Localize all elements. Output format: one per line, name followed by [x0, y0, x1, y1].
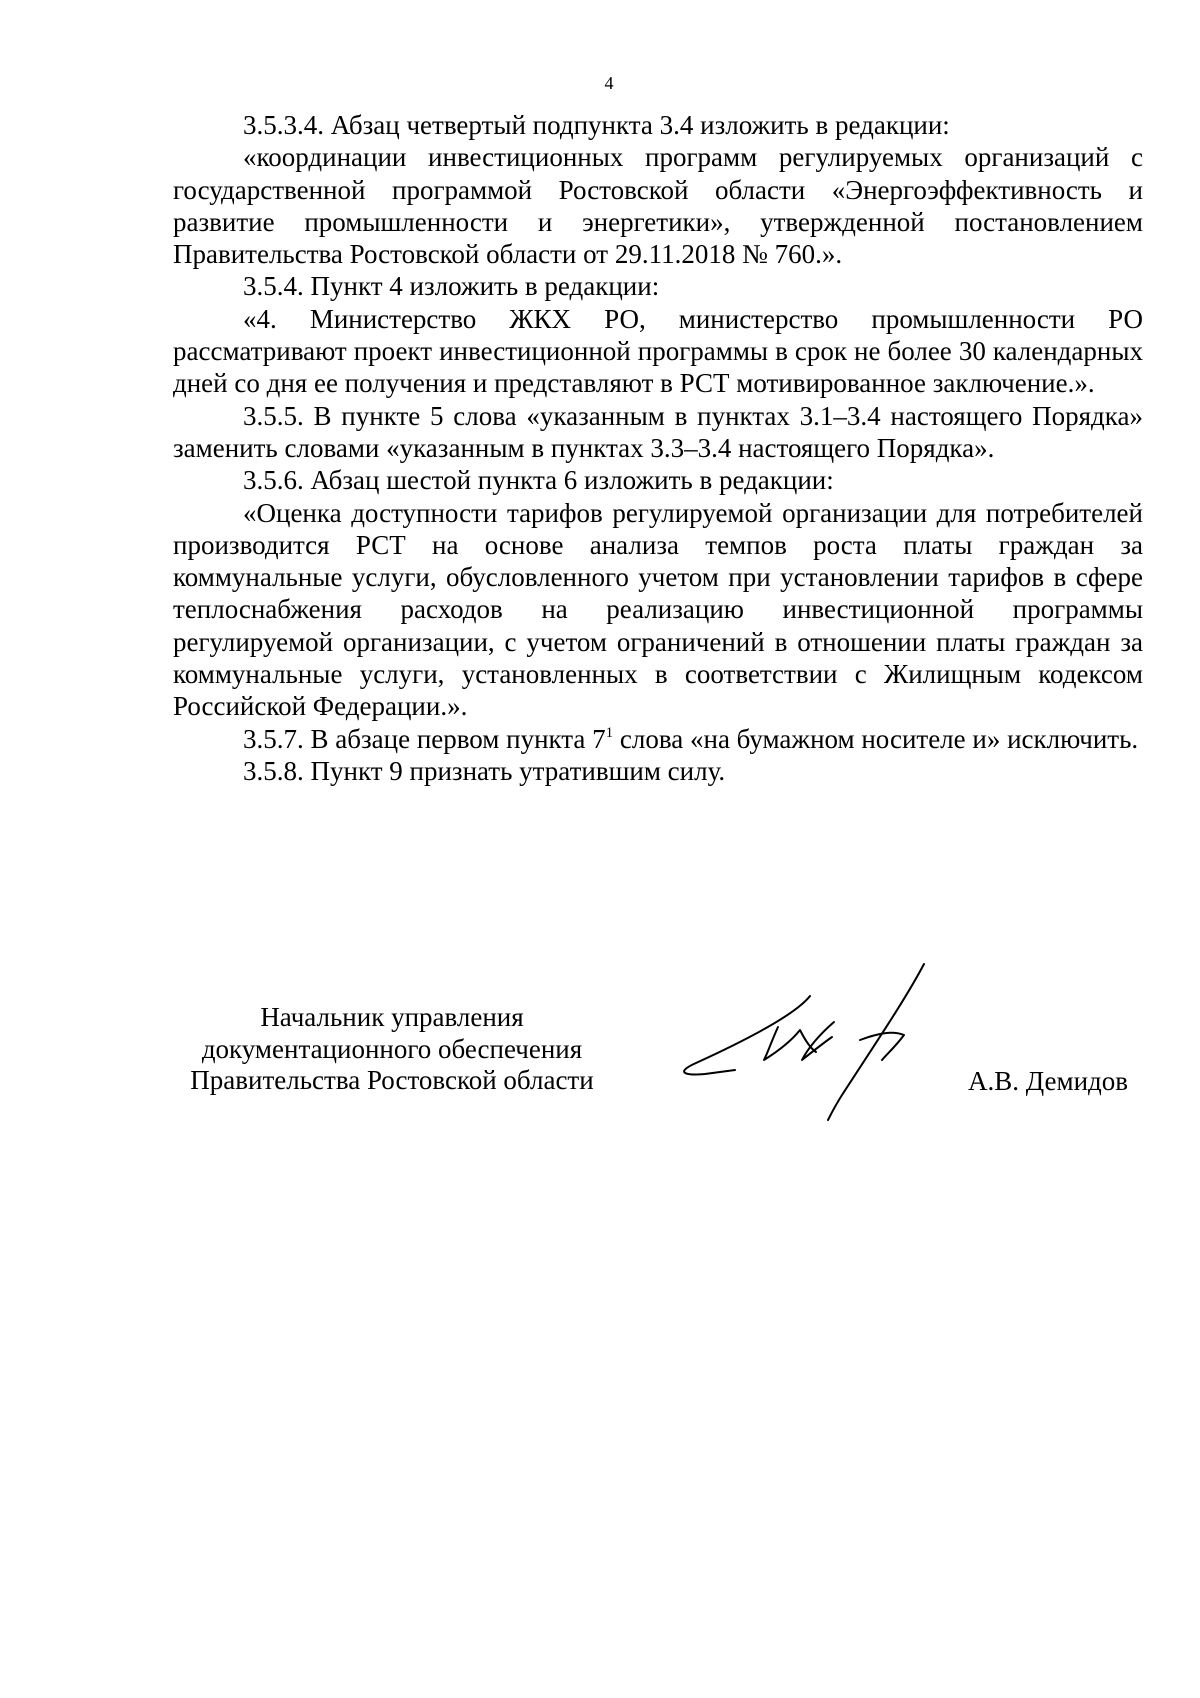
- paragraph-3-5-5: 3.5.5. В пункте 5 слова «указанным в пунктах 3.1–3.4 настоящего Порядка» заменить словами «указанным в пунктах 3.3–3.4 настоящего Порядка».: [173, 400, 1143, 463]
- paragraph-3-5-7-before: 3.5.7. В абзаце первом пункта 7: [243, 723, 606, 754]
- page-number: 4: [604, 73, 614, 93]
- paragraph-3-5-7-superscript: 1: [605, 724, 614, 741]
- paragraph-3-5-7: [173, 723, 1143, 755]
- paragraph-quote-coordination: «координации инвестиционных программ регулируемых организаций с государственной программой Ростовской области «Энергоэффективность и развитие промышленности и энергетики», утвержденной постановлением Правительства Ростовской области от 29.11.2018 № 760.».: [173, 142, 1143, 270]
- signatory-position-line: Начальник управления: [260, 1002, 524, 1032]
- signatory-position-line: документационного обеспечения: [201, 1033, 583, 1064]
- paragraph-3-5-3-4: 3.5.3.4. Абзац четвертый подпункта 3.4 изложить в редакции:: [243, 110, 950, 140]
- signatory-name: А.В. Демидов: [968, 1066, 1129, 1096]
- signatory-position: [172, 1002, 612, 1097]
- paragraph-3-5-8: 3.5.8. Пункт 9 признать утратившим силу.: [243, 755, 726, 786]
- paragraph-3-5-4: 3.5.4. Пункт 4 изложить в редакции:: [243, 271, 660, 302]
- handwritten-signature: [660, 960, 960, 1130]
- document-body: [173, 109, 1143, 787]
- paragraph-quote-point-4: «4. Министерство ЖКХ РО, министерство промышленности РО рассматривают проект инвестиционной программы в срок не более 30 календарных дней со дня ее получения и представляют в РСТ мотивированное заключение.».: [173, 303, 1143, 399]
- paragraph-3-5-7-after: слова «на бумажном носителе и» исключить.: [613, 723, 1139, 754]
- paragraph-3-5-6: 3.5.6. Абзац шестой пункта 6 изложить в редакции:: [243, 465, 834, 496]
- paragraph-quote-tariff-assessment: «Оценка доступности тарифов регулируемой организации для потребителей производится РСТ на основе анализа темпов роста платы граждан за коммунальные услуги, обусловленного учетом при установлении тарифов в сфере теплоснабжения расходов на реализацию инвестиционной программы регулируемой организации, с учетом ограничений в отношении платы граждан за коммунальные услуги, установленных в соответствии с Жилищным кодексом Российской Федерации.».: [173, 497, 1143, 722]
- signatory-position-line: Правительства Ростовской области: [190, 1065, 594, 1095]
